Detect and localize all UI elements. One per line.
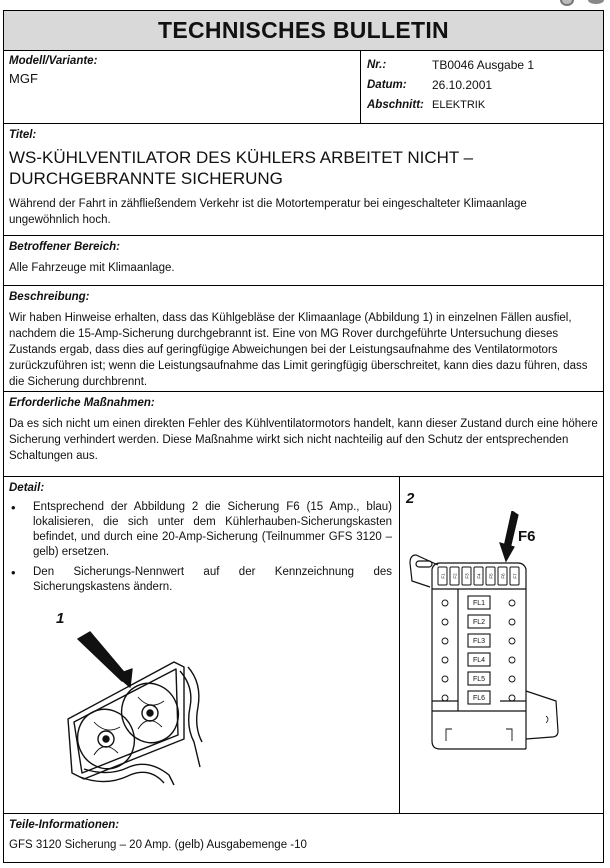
titel-label: Titel: xyxy=(9,129,37,141)
meta-row-nr xyxy=(367,55,597,75)
bulletin-title: TECHNISCHES BULLETIN xyxy=(158,17,449,43)
section-betroffen xyxy=(4,236,603,286)
f3-label: F3 xyxy=(464,573,470,579)
bullet-icon: • xyxy=(11,500,16,515)
figure-2-number: 2 xyxy=(406,490,415,507)
betroffen-label: Betroffener Bereich: xyxy=(9,241,120,253)
section-teile xyxy=(4,814,603,856)
datum-value: 26.10.2001 xyxy=(432,78,493,92)
meta-fields xyxy=(361,51,603,123)
fl2-label: FL2 xyxy=(472,619,486,626)
fuse-box-diagram xyxy=(408,511,588,751)
f4-label: F4 xyxy=(476,573,482,579)
fl6-label: FL6 xyxy=(472,695,486,702)
betroffen-text: Alle Fahrzeuge mit Klimaanlage. xyxy=(9,262,175,274)
toolbar-icon[interactable] xyxy=(560,0,574,6)
f2-label: F2 xyxy=(452,573,458,579)
massnahmen-text: Da es sich nicht um einen direkten Fehler des Kühlventilatormotors handelt, kann dieser Zustand durch eine höhere Sicherung verhindert werden. Diese Maßnahme wirkt sich nicht nachteilig auf den Schutz der entsprechenden Schaltungen aus. xyxy=(9,418,598,462)
fl5-label: FL5 xyxy=(472,676,486,683)
bullet-icon: • xyxy=(11,565,16,580)
f1-label: F1 xyxy=(440,573,446,579)
datum-label: Datum: xyxy=(367,79,407,91)
f6-callout: F6 xyxy=(518,528,536,545)
top-corner-icons xyxy=(524,0,604,10)
f6-label: F6 xyxy=(500,573,506,579)
detail-label: Detail: xyxy=(9,482,45,494)
section-massnahmen xyxy=(4,392,603,477)
toolbar-icon[interactable] xyxy=(588,0,604,4)
bulletin-header xyxy=(4,11,603,51)
nr-value: TB0046 Ausgabe 1 xyxy=(432,58,535,72)
bulletin-sheet xyxy=(3,10,604,863)
titel-text: Während der Fahrt in zähfließendem Verkehr ist die Motortemperatur bei eingeschalteter Klimaanlage ungewöhnlich hoch. xyxy=(9,198,527,226)
radiator-fan-illustration xyxy=(54,627,204,787)
beschreibung-label: Beschreibung: xyxy=(9,291,90,303)
model-value: MGF xyxy=(9,71,38,86)
fl4-label: FL4 xyxy=(472,657,486,664)
model-cell xyxy=(4,51,361,123)
model-label: Modell/Variante: xyxy=(9,55,98,67)
detail-text-cell xyxy=(4,477,400,813)
meta-row-abschnitt xyxy=(367,95,597,115)
fl1-label: FL1 xyxy=(472,600,486,607)
abschnitt-value: ELEKTRIK xyxy=(432,99,486,111)
teile-label: Teile-Informationen: xyxy=(9,819,120,831)
detail-item-text: Entsprechend der Abbildung 2 die Sicherung F6 (15 Amp., blau) lokalisieren, die sich unter dem Kühlerhauben-Sicherungskasten befindet, und durch eine 20-Amp-Sicherung (Teilnummer GFS 3120 – gelb) ersetzen. xyxy=(33,501,392,558)
meta-row-datum xyxy=(367,75,597,95)
section-titel xyxy=(4,124,603,236)
list-item xyxy=(9,565,394,595)
abschnitt-label: Abschnitt: xyxy=(367,99,424,111)
section-detail xyxy=(4,477,603,814)
detail-item-text: Den Sicherungs-Nennwert auf der Kennzeichnung des Sicherungskastens ändern. xyxy=(33,566,392,593)
f7-label: F7 xyxy=(512,573,518,579)
f5-label: F5 xyxy=(488,573,494,579)
detail-figure-cell xyxy=(400,477,603,813)
meta-section xyxy=(4,51,603,124)
list-item xyxy=(9,500,394,560)
figure-1-number: 1 xyxy=(56,610,65,627)
beschreibung-text: Wir haben Hinweise erhalten, dass das Kühlgebläse der Klimaanlage (Abbildung 1) in einzelnen Fällen ausfiel, nachdem die 15-Amp-Sicherung durchgebrannt ist. Eine von MG Rover durchgeführte Untersuchung dieses Zustands ergab, dass dies auf geringfügige Abweichungen bei der Leistungsaufnahme des Ventilatormotors zurückzuführen ist; wenn die Leistungsaufnahme das Limit geringfügig überschreitet, kann dies dazu führen, dass die Sicherung durchbrennt. xyxy=(9,312,588,388)
detail-list xyxy=(9,500,394,595)
teile-text: GFS 3120 Sicherung – 20 Amp. (gelb) Ausgabemenge -10 xyxy=(9,839,307,851)
massnahmen-label: Erforderliche Maßnahmen: xyxy=(9,397,155,409)
titel-heading: WS-KÜHLVENTILATOR DES KÜHLERS ARBEITET NICHT – DURCHGEBRANNTE SICHERUNG xyxy=(9,148,474,188)
section-beschreibung xyxy=(4,286,603,392)
fl3-label: FL3 xyxy=(472,638,486,645)
nr-label: Nr.: xyxy=(367,59,387,71)
